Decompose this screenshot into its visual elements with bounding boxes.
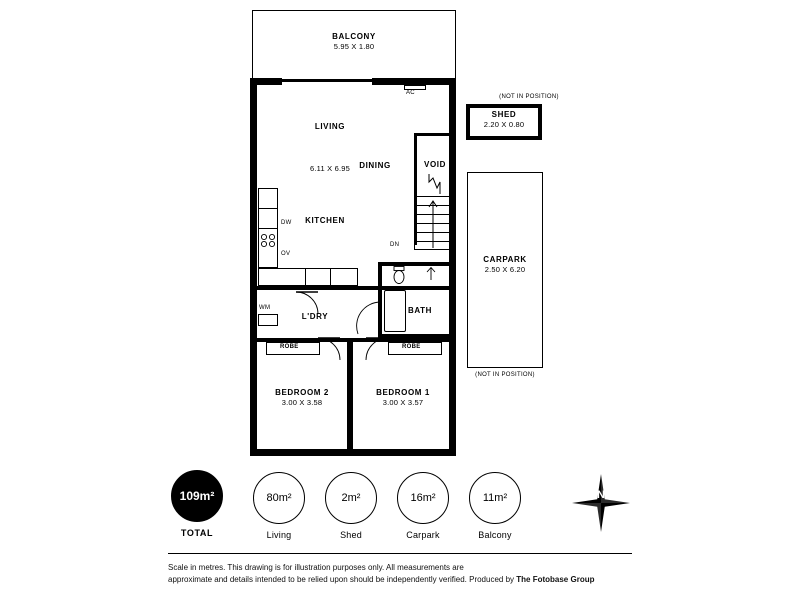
carpark-label: CARPARK 2.50 X 6.20 [483,255,527,274]
carpark-position-note: (NOT IN POSITION) [475,372,535,378]
toilet-icon [391,266,407,286]
bath-label: BATH [407,306,433,315]
basin-icon [423,266,439,282]
wall-between-bedrooms [347,338,353,456]
legend-item-shed [316,472,386,540]
legend-value-balcony: 11m² [469,472,521,524]
compass-rose-icon [570,472,632,534]
shed-wall-bottom [466,136,542,140]
bath-door-swing-icon [356,300,384,340]
wall-bath-top [378,262,456,266]
svg-text:N: N [597,489,605,501]
legend-value-total: 109m² [171,470,223,522]
legend-value-shed: 2m² [325,472,377,524]
living-dimension: 6.11 X 6.95 [309,164,350,173]
wall-bottom-exterior [250,449,456,456]
legend-caption-living: Living [266,530,292,540]
legend-item-living [244,472,314,540]
balcony-label: BALCONY 5.95 X 1.80 [332,32,376,51]
shed-label: SHED 2.20 X 0.80 [483,110,525,129]
wall-left-exterior [250,78,257,456]
legend-value-living: 80m² [253,472,305,524]
shed-wall-top [466,104,542,108]
living-label: LIVING [314,122,346,131]
oven-label: OV [281,251,291,257]
footer-line-2-text: approximate and details intended to be relied upon should be independently verified. Produced by [168,575,517,585]
cooktop-icon [259,232,277,248]
void-symbol-icon [427,172,443,196]
kitchen-label: KITCHEN [305,216,345,225]
footer-line-1: Scale in metres. This drawing is for illustration purposes only. All measurements are [168,563,464,572]
legend-value-carpark: 16m² [397,472,449,524]
robe-left-label: ROBE [280,344,299,350]
producer-name: The Fotobase Group [516,575,595,585]
bedroom2-label: BEDROOM 2 3.00 X 3.58 [275,388,329,407]
dishwasher-label: DW [281,220,292,226]
footer-divider [168,553,632,554]
legend-item-balcony [460,472,530,540]
footer-disclaimer [168,562,638,587]
wall-mid-horizontal [250,286,456,290]
legend-caption-total: TOTAL [180,528,214,538]
legend-caption-balcony: Balcony [478,530,512,540]
bedroom2-door-swing-icon [316,336,342,362]
legend-item-total [162,470,232,538]
laundry-label: L'DRY [301,312,329,321]
footer-line-2 [168,574,638,586]
robe-right-label: ROBE [402,344,421,350]
washing-machine-icon [258,314,278,326]
wall-top-left [250,78,282,85]
ac-label: AC [406,90,415,96]
stairs-down-label: DN [390,242,400,248]
laundry-door-swing-icon [294,290,320,316]
kitchen-bench-horizontal [258,268,358,286]
kitchen-bench-joint [305,268,306,286]
shower-icon [384,290,406,332]
washing-machine-label: WM [259,305,271,311]
void-label: VOID [424,160,446,169]
dining-label: DINING [359,161,391,170]
kitchen-bench-joint [258,228,278,229]
wall-void-top [414,133,456,136]
wall-top-right [372,78,456,85]
bedroom1-door-swing-icon [364,336,390,362]
legend-item-carpark [388,472,458,540]
shed-position-note: (NOT IN POSITION) [499,94,559,100]
stair-direction-arrow-icon [427,198,439,250]
legend-caption-shed: Shed [340,530,362,540]
kitchen-bench-joint [330,268,331,286]
legend-caption-carpark: Carpark [406,530,440,540]
bedroom1-label: BEDROOM 1 3.00 X 3.57 [376,388,430,407]
balcony-window-glazing [282,80,372,82]
kitchen-bench-joint [258,208,278,209]
